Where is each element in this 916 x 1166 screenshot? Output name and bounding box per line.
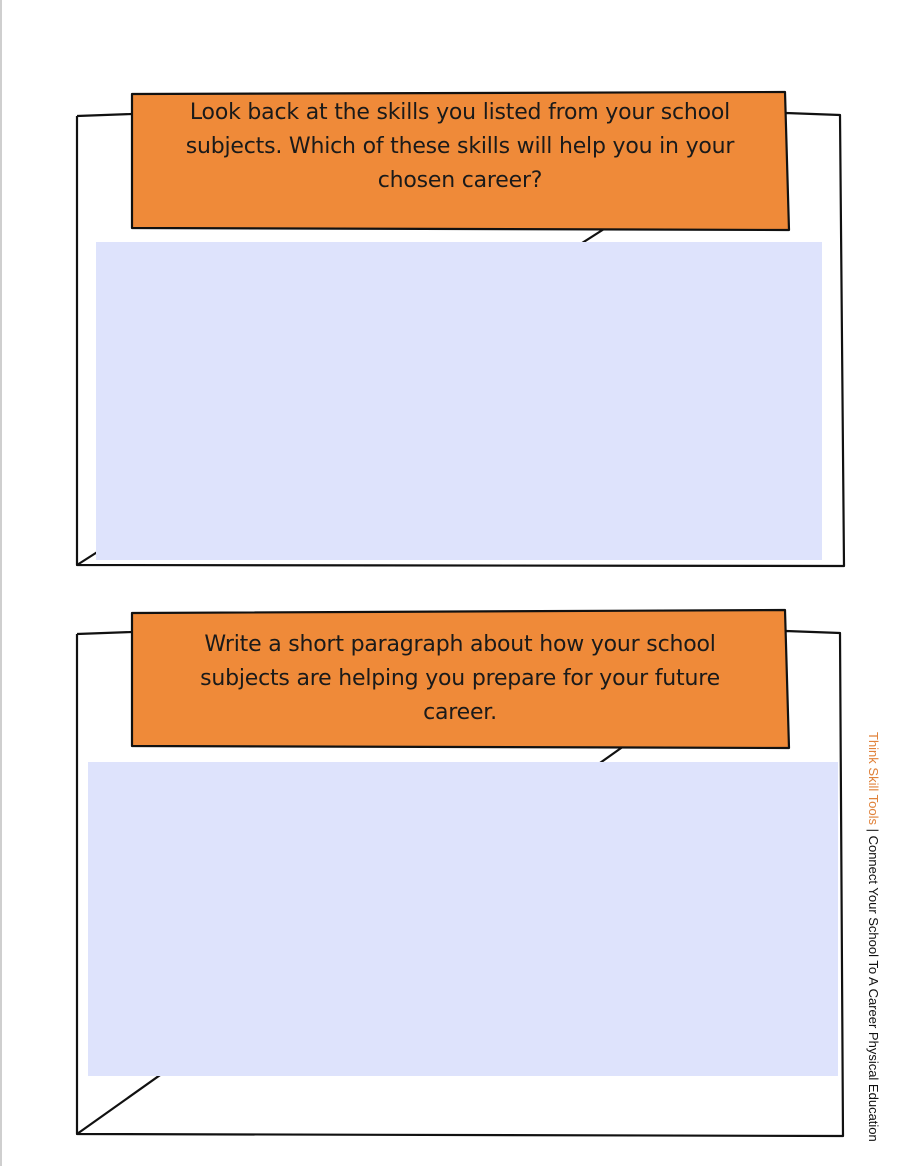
section-1-prompt-line-1: Look back at the skills you listed from your school [189,100,731,125]
section-1-prompt [142,96,778,198]
section-1-prompt-line-2: subjects. Which of these skills will help you in your [185,134,735,159]
section-2-answer-field[interactable] [88,762,838,1076]
section-1-prompt-line-3: chosen career? [377,168,543,193]
section-2-prompt-line-1: Write a short paragraph about how your school [204,632,716,657]
side-credit [862,732,884,1142]
section-2-prompt [142,628,778,730]
credit-separator: | [866,824,881,836]
brand-name: Think Skill Tools [866,732,881,825]
section-1-answer-field[interactable] [96,242,822,560]
section-2-prompt-line-2: subjects are helping you prepare for your future [200,666,720,691]
worksheet-title: Connect Your School To A Career Physical Education [866,835,881,1142]
section-2-prompt-line-3: career. [423,700,497,725]
